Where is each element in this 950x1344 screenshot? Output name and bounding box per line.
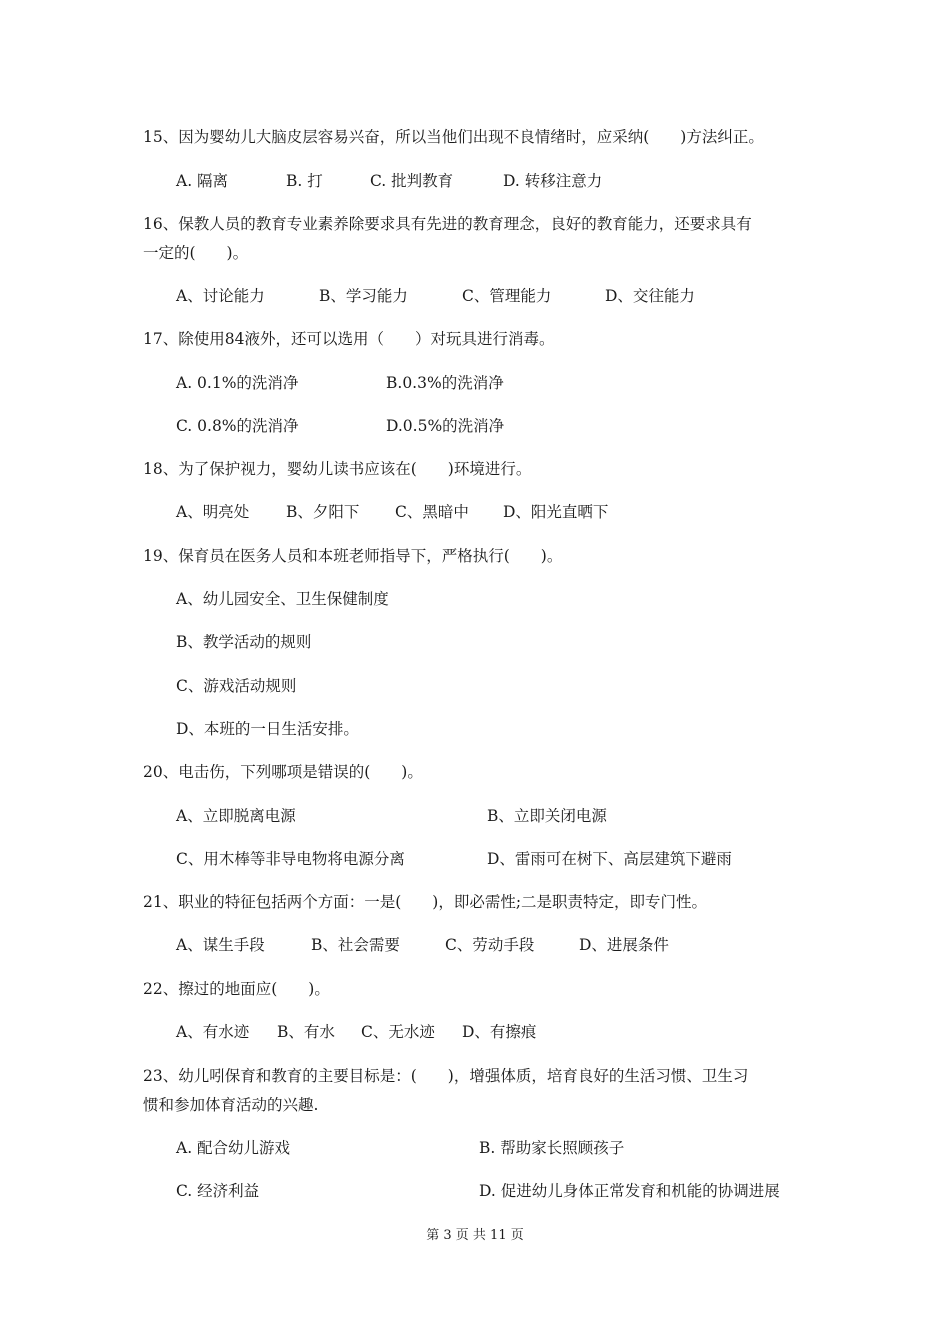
question-19-option-b: B、教学活动的规则 — [176, 633, 312, 651]
question-21-option-c: C、劳动手段 — [445, 936, 535, 954]
question-17-option-a: A. 0.1%的洗消净 — [176, 374, 299, 392]
question-19-option-a: A、幼儿园安全、卫生保健制度 — [176, 590, 389, 608]
question-19-option-d: D、本班的一日生活安排。 — [176, 720, 359, 738]
question-23-option-b: B. 帮助家长照顾孩子 — [479, 1139, 625, 1157]
question-23-stem-line1: 23、幼儿吲保育和教育的主要目标是：( )，增强体质，培育良好的生活习惯、卫生习 — [143, 1067, 749, 1085]
question-17-option-d: D.0.5%的洗消净 — [386, 417, 505, 435]
question-17-option-b: B.0.3%的洗消净 — [386, 374, 504, 392]
question-23-stem-line2: 惯和参加体育活动的兴趣. — [143, 1096, 319, 1114]
question-16-stem-line2: 一定的( )。 — [143, 244, 249, 262]
question-22-option-c: C、无水迹 — [361, 1023, 435, 1041]
question-16-option-a: A、讨论能力 — [176, 287, 265, 305]
question-15-option-c: C. 批判教育 — [370, 172, 454, 190]
question-22-option-d: D、有擦痕 — [462, 1023, 537, 1041]
question-22-stem: 22、擦过的地面应( )。 — [143, 980, 330, 998]
question-16-stem-line1: 16、保教人员的教育专业素养除要求具有先进的教育理念，良好的教育能力，还要求具有 — [143, 215, 752, 233]
question-21-option-b: B、社会需要 — [311, 936, 400, 954]
question-18-option-c: C、黑暗中 — [395, 503, 469, 521]
question-21-option-a: A、谋生手段 — [176, 936, 265, 954]
question-20-option-b: B、立即关闭电源 — [487, 807, 607, 825]
question-15-option-d: D. 转移注意力 — [503, 172, 603, 190]
question-23-option-c: C. 经济利益 — [176, 1182, 260, 1200]
question-19-stem: 19、保育员在医务人员和本班老师指导下，严格执行( )。 — [143, 547, 563, 565]
question-18-option-b: B、夕阳下 — [286, 503, 360, 521]
question-15-option-b: B. 打 — [286, 172, 323, 190]
question-15-option-a: A. 隔离 — [176, 172, 229, 190]
question-16-option-c: C、管理能力 — [462, 287, 552, 305]
question-20-option-c: C、用木棒等非导电物将电源分离 — [176, 850, 405, 868]
question-18-stem: 18、为了保护视力，婴幼儿读书应该在( )环境进行。 — [143, 460, 532, 478]
question-21-option-d: D、进展条件 — [579, 936, 669, 954]
page-footer: 第 3 页 共 11 页 — [426, 1228, 524, 1243]
question-19-option-c: C、游戏活动规则 — [176, 677, 297, 695]
question-15-stem: 15、因为婴幼儿大脑皮层容易兴奋，所以当他们出现不良情绪时，应采纳( )方法纠正。 — [143, 128, 764, 146]
question-22-option-a: A、有水迹 — [176, 1023, 250, 1041]
question-17-stem: 17、除使用84液外，还可以选用（ ）对玩具进行消毒。 — [143, 330, 555, 348]
question-21-stem: 21、职业的特征包括两个方面：一是( )，即必需性;二是职责特定，即专门性。 — [143, 893, 708, 911]
question-20-stem: 20、电击伤，下列哪项是错误的( )。 — [143, 763, 423, 781]
question-20-option-a: A、立即脱离电源 — [176, 807, 296, 825]
question-17-option-c: C. 0.8%的洗消净 — [176, 417, 299, 435]
question-23-option-a: A. 配合幼儿游戏 — [176, 1139, 291, 1157]
question-18-option-a: A、明亮处 — [176, 503, 250, 521]
question-23-option-d: D. 促进幼儿身体正常发育和机能的协调进展 — [479, 1182, 780, 1200]
question-22-option-b: B、有水 — [277, 1023, 335, 1041]
question-16-option-b: B、学习能力 — [319, 287, 408, 305]
question-16-option-d: D、交往能力 — [605, 287, 695, 305]
question-20-option-d: D、雷雨可在树下、高层建筑下避雨 — [487, 850, 732, 868]
question-18-option-d: D、阳光直晒下 — [503, 503, 609, 521]
